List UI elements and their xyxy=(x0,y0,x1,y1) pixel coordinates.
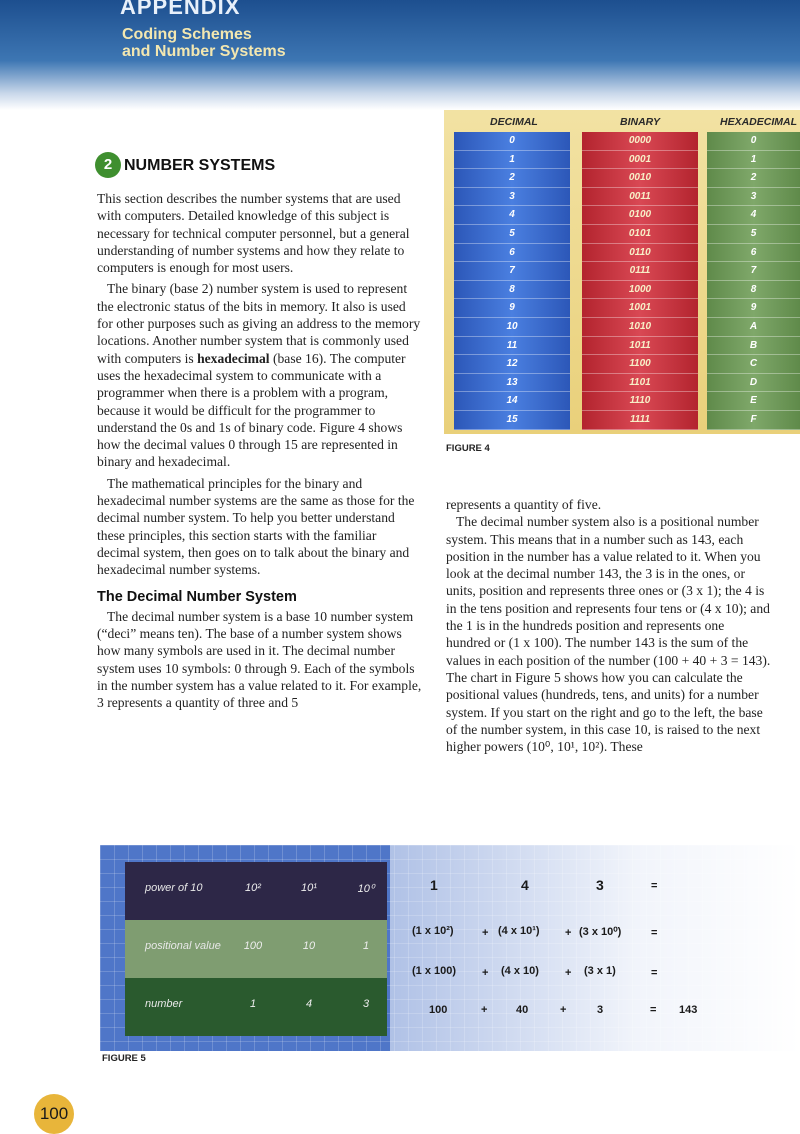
eq2-a: (1 x 10²) xyxy=(412,925,454,937)
decimal-cell: 9 xyxy=(454,299,570,318)
header-hexadecimal: HEXADECIMAL xyxy=(720,116,798,128)
binary-cell: 0001 xyxy=(582,151,698,170)
eq3-c: (3 x 1) xyxy=(584,965,616,977)
power-row xyxy=(125,862,387,920)
binary-cell: 0110 xyxy=(582,244,698,263)
hex-cell: 2 xyxy=(707,169,800,188)
eq3-a: (1 x 100) xyxy=(412,965,457,977)
hex-cell: C xyxy=(707,355,800,374)
power-row-v1: 10² xyxy=(245,882,261,894)
paragraph-intro: This section describes the number systems that are used with computers. Detailed knowledge of this subject is necessary for technical computer personnel, but a general understanding of number systems and how they relate to computers is enough for most users. xyxy=(97,191,410,276)
binary-cell: 1001 xyxy=(582,299,698,318)
positional-row-v1: 100 xyxy=(243,940,263,952)
eq4-op2: + xyxy=(560,1004,567,1016)
decimal-subheading: The Decimal Number System xyxy=(97,588,297,605)
eq4-result: 143 xyxy=(679,1004,698,1016)
binary-cell: 1111 xyxy=(582,411,698,430)
power-row-v2: 10¹ xyxy=(301,882,317,894)
paragraph-positional: The decimal number system also is a positional number system. This means that in a number such as 143, each position in the number has a value related to it. When you look at the decimal number 143, the 3 is in the ones, or units, position and represents three ones or (3 x 1); the 4 is in the tens position and represents four tens or (4 x 10); and the 1 is in the hundreds position and represents one hundred or (1 x 100). The number 143 is the sum of the values in each position of the number (100 + 40 + 3 = 143). The chart in Figure 5 shows how you can calculate the positional values (hundreds, tens, and units) for a number system. If you start on the right and go to the left, the base of the number system, in this case 10, is raised to the next higher powers (10⁰, 10¹, 10²). These xyxy=(446,514,771,755)
figure-5-caption: FIGURE 5 xyxy=(102,1053,146,1064)
paragraph-binary-part2: (base 16). The computer uses the hexadecimal system to communicate with a programmer when there is a problem with a program, because it would be difficult for the programmer to understand the 0s and 1s of binary code. Figure 4 shows how the decimal values 0 through 15 are represented in binary and hexadecimal. xyxy=(97,350,406,470)
left-column xyxy=(97,190,422,712)
hex-cell: A xyxy=(707,318,800,337)
binary-cell: 1011 xyxy=(582,337,698,356)
number-row-label: number xyxy=(145,998,183,1010)
figure-4-caption: FIGURE 4 xyxy=(446,443,490,454)
eq1-c: 3 xyxy=(596,877,604,893)
paragraph-binary xyxy=(97,280,422,470)
decimal-cell: 14 xyxy=(454,392,570,411)
eq2-op2: + xyxy=(565,927,572,939)
paragraph-principles: The mathematical principles for the binary and hexadecimal number systems are the same as those for the decimal number system. To help you better understand these principles, this section starts with the familiar decimal system, then goes on to talk about the binary and hexadecimal number systems. xyxy=(97,475,415,578)
right-column xyxy=(446,496,772,755)
eq3-op1: + xyxy=(482,967,489,979)
binary-cell: 0010 xyxy=(582,169,698,188)
hex-cell: 9 xyxy=(707,299,800,318)
binary-cell: 1010 xyxy=(582,318,698,337)
decimal-column xyxy=(454,132,570,431)
paragraph-five: represents a quantity of five. xyxy=(446,497,602,512)
hex-cell: 0 xyxy=(707,132,800,151)
eq4-b: 40 xyxy=(516,1004,529,1016)
hex-cell: 8 xyxy=(707,281,800,300)
hex-cell: 5 xyxy=(707,225,800,244)
binary-cell: 1110 xyxy=(582,392,698,411)
decimal-cell: 3 xyxy=(454,188,570,207)
appendix-title: APPENDIX xyxy=(120,0,241,19)
eq3-equals: = xyxy=(651,967,658,979)
positional-row-v2: 10 xyxy=(302,940,316,952)
positional-row-v3: 1 xyxy=(362,940,370,952)
binary-cell: 0000 xyxy=(582,132,698,151)
binary-cell: 0101 xyxy=(582,225,698,244)
appendix-subtitle-line1: Coding Schemes xyxy=(122,26,252,43)
decimal-cell: 2 xyxy=(454,169,570,188)
positional-row-label: positional value xyxy=(145,940,221,952)
hex-cell: E xyxy=(707,392,800,411)
hex-cell: 1 xyxy=(707,151,800,170)
binary-cell: 1101 xyxy=(582,374,698,393)
eq4-equals: = xyxy=(650,1004,657,1016)
decimal-cell: 5 xyxy=(454,225,570,244)
decimal-cell: 0 xyxy=(454,132,570,151)
eq2-equals: = xyxy=(651,927,658,939)
hex-cell: 4 xyxy=(707,206,800,225)
decimal-cell: 4 xyxy=(454,206,570,225)
decimal-cell: 7 xyxy=(454,262,570,281)
binary-cell: 1100 xyxy=(582,355,698,374)
positional-row xyxy=(125,920,387,978)
section-title: NUMBER SYSTEMS xyxy=(124,157,276,174)
binary-column xyxy=(582,132,698,431)
term-hexadecimal: hexadecimal xyxy=(197,350,270,366)
power-row-label: power of 10 xyxy=(145,882,203,894)
hex-cell: B xyxy=(707,337,800,356)
header-binary: BINARY xyxy=(620,116,661,128)
paragraph-decimal: The decimal number system is a base 10 number system (“deci” means ten). The base of a number system shows how many symbols are used in it. The decimal number system uses 10 symbols: 0 through 9. Each of the symbols in the number system has a value related to it. For example, 3 represents a quantity of three and 5 xyxy=(97,608,422,711)
hex-cell: 7 xyxy=(707,262,800,281)
hex-cell: F xyxy=(707,411,800,430)
eq3-b: (4 x 10) xyxy=(501,965,539,977)
hex-cell: 6 xyxy=(707,244,800,263)
decimal-cell: 1 xyxy=(454,151,570,170)
figure-5-chart xyxy=(100,845,800,1051)
eq4-a: 100 xyxy=(429,1004,448,1016)
header-decimal: DECIMAL xyxy=(490,116,538,128)
eq4-op1: + xyxy=(481,1004,488,1016)
binary-cell: 0111 xyxy=(582,262,698,281)
decimal-cell: 15 xyxy=(454,411,570,430)
number-row-v2: 4 xyxy=(305,998,313,1010)
appendix-subtitle-line2: and Number Systems xyxy=(122,43,286,60)
binary-cell: 0011 xyxy=(582,188,698,207)
eq1-a: 1 xyxy=(430,877,438,893)
decimal-cell: 12 xyxy=(454,355,570,374)
eq1-equals: = xyxy=(651,880,658,892)
hex-cell: D xyxy=(707,374,800,393)
hex-column xyxy=(707,132,800,431)
hex-cell: 3 xyxy=(707,188,800,207)
header-banner xyxy=(0,0,800,110)
eq2-b: (4 x 10¹) xyxy=(498,925,540,937)
page-number: 100 xyxy=(34,1094,74,1134)
paragraph-binary-part1: The binary (base 2) number system is used to represent the electronic status of the bits in memory. It also is used for other purposes such as giving an address to the memory locations. Another number system that is commonly used with computers is xyxy=(97,281,421,366)
number-row xyxy=(125,978,387,1036)
decimal-cell: 11 xyxy=(454,337,570,356)
decimal-cell: 13 xyxy=(454,374,570,393)
number-row-v1: 1 xyxy=(249,998,257,1010)
eq2-op1: + xyxy=(482,927,489,939)
power-row-v3: 10⁰ xyxy=(357,883,375,895)
figure-4-table xyxy=(444,110,800,434)
decimal-cell: 8 xyxy=(454,281,570,300)
number-row-v3: 3 xyxy=(362,998,370,1010)
binary-cell: 0100 xyxy=(582,206,698,225)
section-number-icon: 2 xyxy=(95,152,121,178)
eq3-op2: + xyxy=(565,967,572,979)
figure-5-equation-area xyxy=(390,845,800,1051)
decimal-cell: 10 xyxy=(454,318,570,337)
decimal-cell: 6 xyxy=(454,244,570,263)
binary-cell: 1000 xyxy=(582,281,698,300)
eq4-c: 3 xyxy=(597,1004,604,1016)
eq2-c: (3 x 10⁰) xyxy=(579,926,622,938)
eq1-b: 4 xyxy=(521,877,529,893)
